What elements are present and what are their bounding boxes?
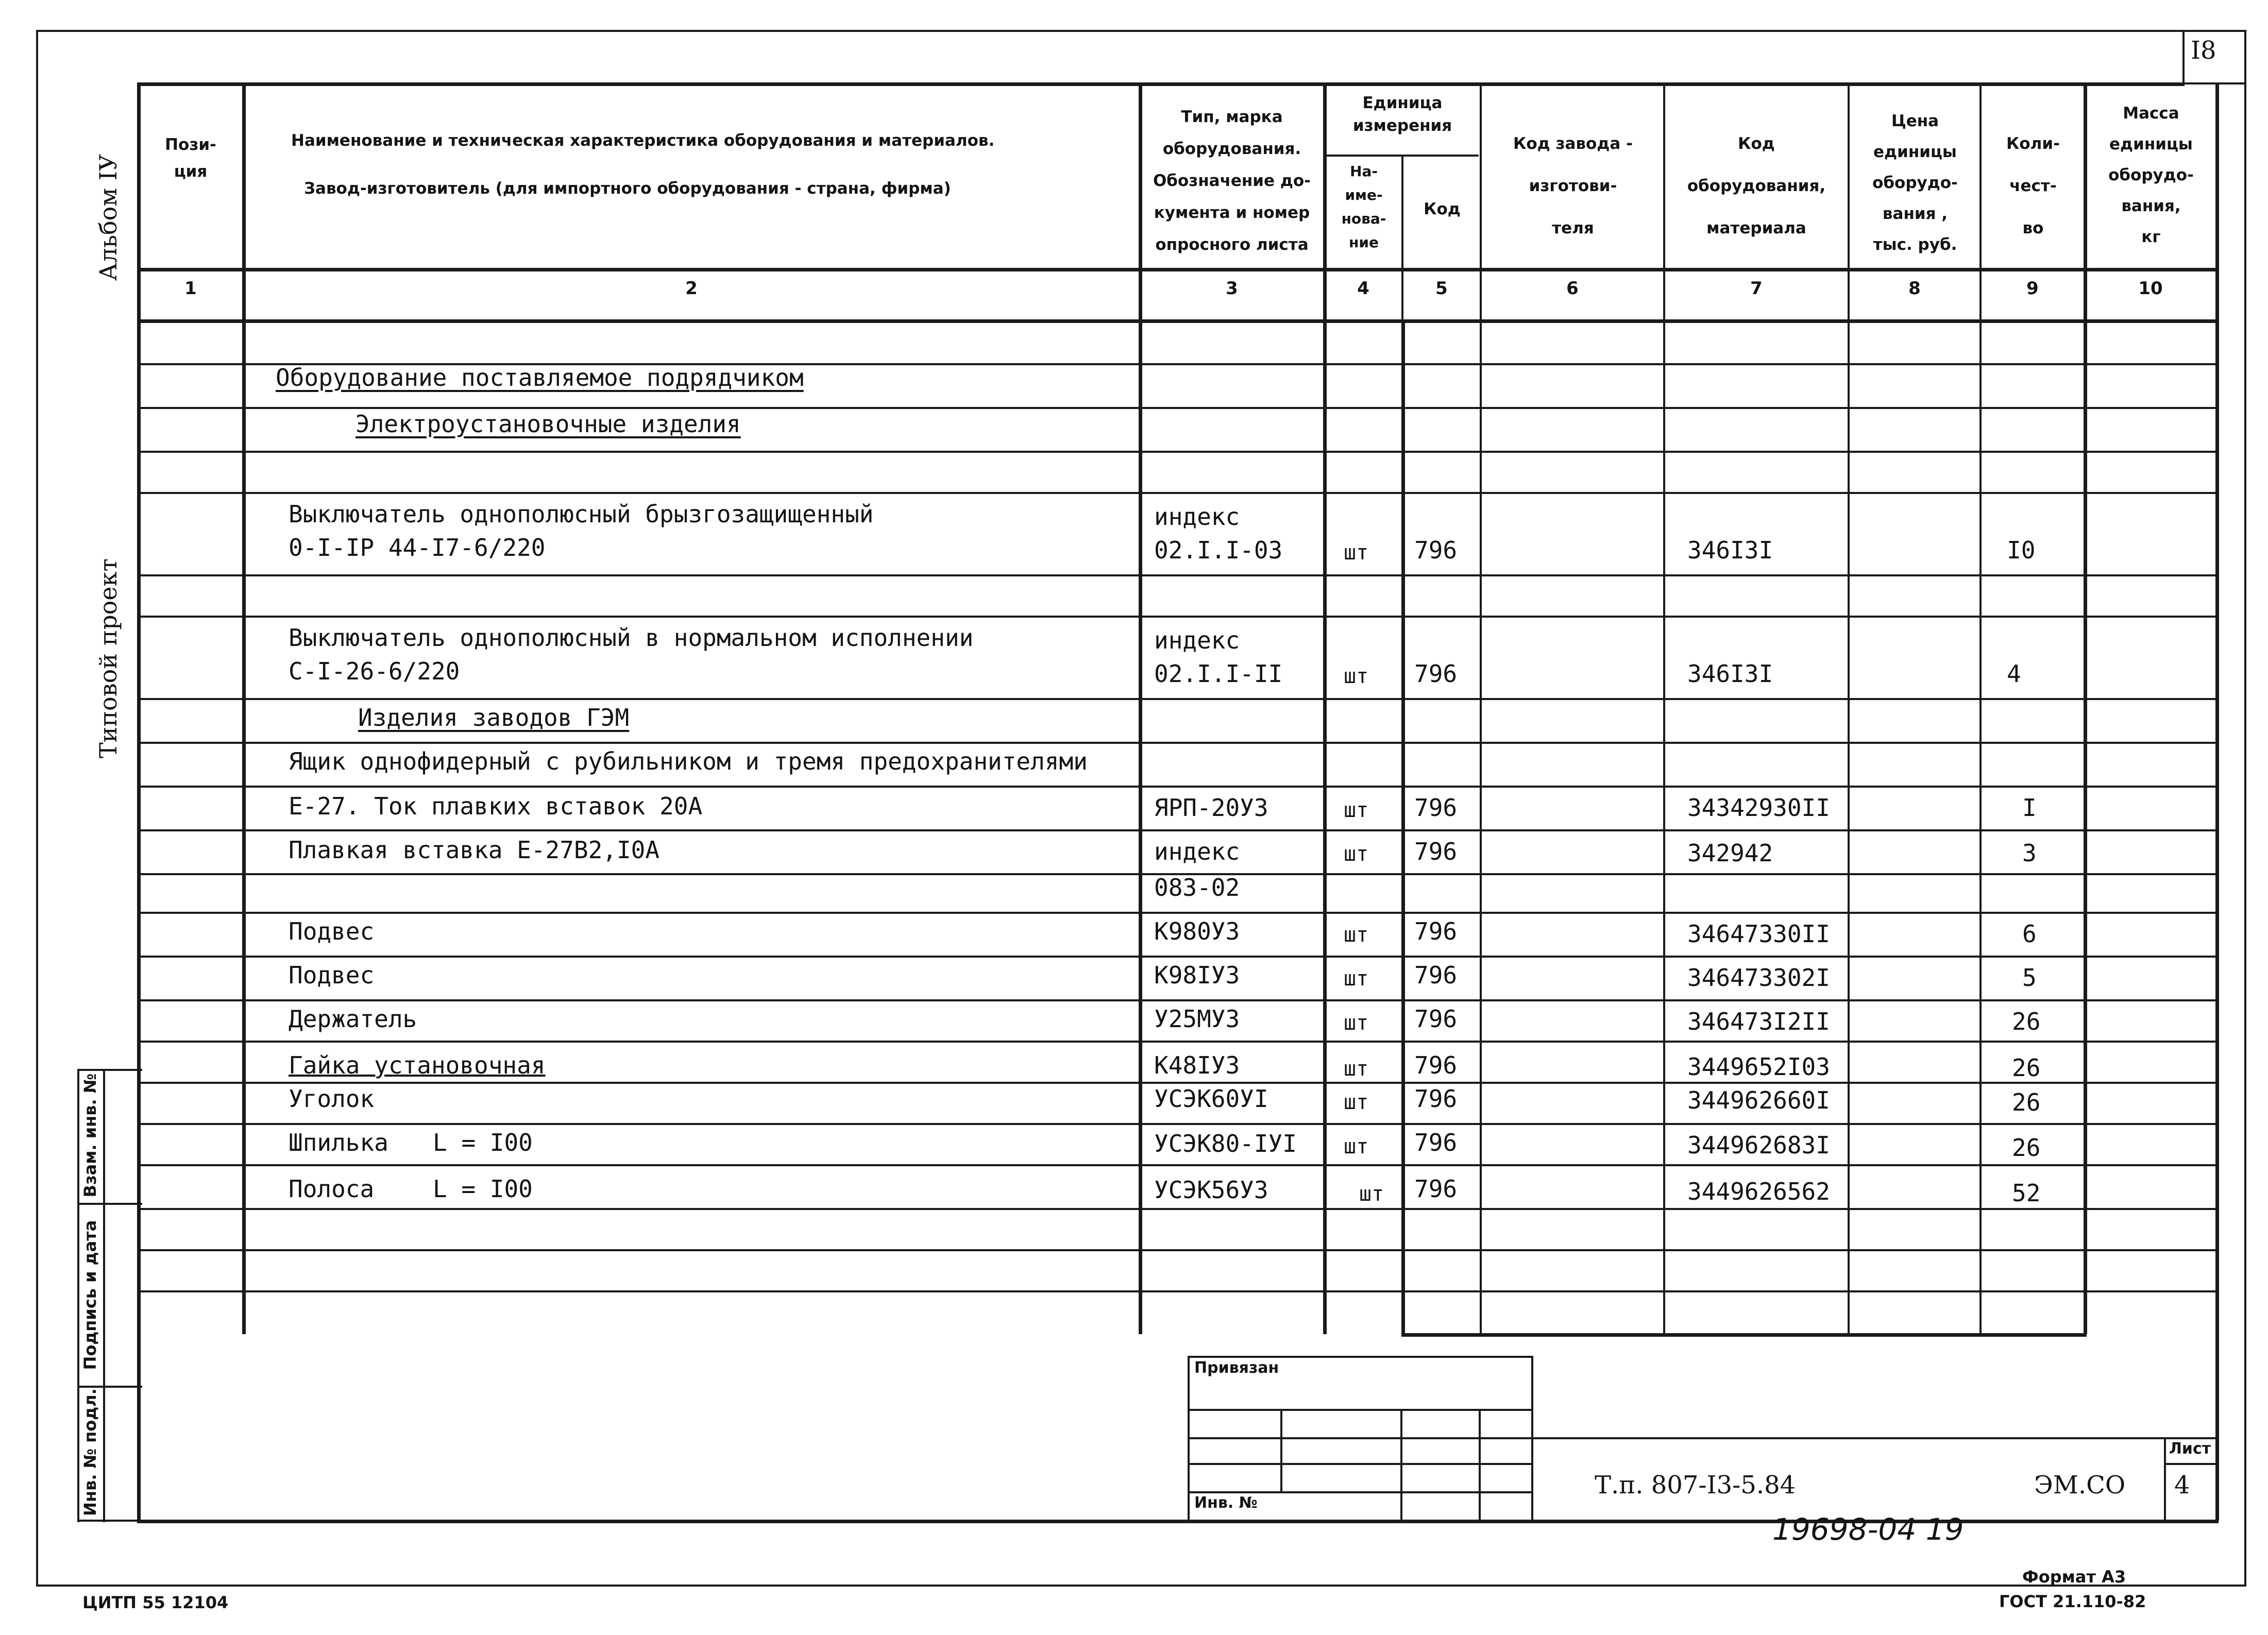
stamp-vline	[2164, 1437, 2166, 1521]
strip-bottom	[77, 1520, 142, 1522]
stamp-vline	[1479, 1409, 1481, 1521]
colnum-5: 5	[1435, 278, 1448, 299]
item-qty: 52	[2012, 1179, 2041, 1207]
row-line	[137, 786, 2219, 788]
item-unit-code: 796	[1414, 838, 1458, 865]
header-col1: Пози- ция	[165, 135, 216, 181]
stamp-vline	[1400, 1409, 1402, 1521]
item-type: индекс	[1154, 503, 1240, 531]
item-name: Выключатель однополюсный в нормальном исполнении	[289, 624, 974, 652]
section-title-main: Оборудование поставляемое подрядчиком	[276, 364, 804, 391]
section-title-sub1: Электроустановочные изделия	[356, 410, 741, 438]
header-col2-line1: Наименование и техническая характеристика оборудования и материалов.	[291, 131, 995, 150]
stamp-line	[1188, 1437, 1533, 1439]
item-qty: 3	[2022, 839, 2037, 867]
item-name: Выключатель однополюсный брызгозащищенный	[289, 500, 874, 528]
stamp-line	[2164, 1463, 2215, 1465]
strip-left	[77, 1069, 79, 1522]
frame-left	[36, 30, 38, 1586]
corner-box-bottom	[2182, 82, 2246, 84]
stamp-line	[1188, 1356, 1533, 1358]
item-unit-code: 796	[1414, 536, 1458, 564]
strip-mid	[103, 1069, 105, 1522]
row-line	[137, 616, 2219, 618]
item-unit: шт	[1344, 967, 1369, 991]
item-unit-code: 796	[1414, 961, 1458, 989]
stamp-line	[1188, 1491, 1533, 1493]
header-col2-line2: Завод-изготовитель (для импортного оборудования - страна, фирма)	[304, 179, 951, 198]
header-col3: Тип, марка оборудования. Обозначение до- кумента и номер опросного листа	[1153, 108, 1311, 254]
item-type: К98IУЗ	[1154, 961, 1240, 989]
list-label: Лист	[2169, 1440, 2211, 1458]
item-unit: шт	[1344, 923, 1369, 947]
item-qty: 4	[2007, 660, 2021, 688]
item-unit-code: 796	[1414, 1051, 1458, 1079]
item-unit: шт	[1344, 1011, 1369, 1035]
item-code: 346473302I	[1687, 964, 1830, 992]
colnum-8: 8	[1908, 278, 1921, 299]
doc-mark: ЭМ.СО	[2034, 1471, 2126, 1500]
stamp-vline	[1280, 1409, 1282, 1491]
item-type: 083-02	[1154, 874, 1240, 901]
item-unit: шт	[1344, 665, 1369, 688]
row-line	[137, 999, 2219, 1001]
header-col10: Масса единицы оборудо- вания, кг	[2108, 104, 2194, 246]
frame-right	[2244, 30, 2246, 1586]
item-unit: шт	[1344, 1135, 1369, 1159]
item-name: Уголок	[289, 1085, 375, 1113]
colnum-4: 4	[1357, 278, 1369, 299]
item-code: 344962683I	[1687, 1131, 1830, 1159]
col5-outline-left	[1401, 319, 1405, 1334]
row-line	[137, 698, 2219, 700]
item-length: L = I00	[433, 1129, 533, 1156]
row-line	[137, 492, 2219, 494]
item-code: 34342930II	[1687, 794, 1830, 822]
item-qty: 26	[2012, 1054, 2041, 1082]
item-unit: шт	[1359, 1182, 1384, 1206]
colnum-1: 1	[184, 278, 197, 299]
row-line	[137, 407, 2219, 409]
item-name: Держатель	[289, 1005, 417, 1033]
colnum-10: 10	[2138, 278, 2163, 299]
item-name: С-I-26-6/220	[289, 657, 460, 685]
item-unit-code: 796	[1414, 917, 1458, 945]
item-name: Плавкая вставка Е-27В2,I0А	[289, 836, 660, 864]
item-type: индекс	[1154, 626, 1240, 654]
col-line-2	[1139, 82, 1142, 1334]
stamp-line	[1531, 1437, 2216, 1439]
item-qty: 26	[2012, 1008, 2041, 1035]
col5-outline-bottom	[1401, 1333, 2087, 1337]
item-type: К48IУЗ	[1154, 1051, 1240, 1079]
item-unit-code: 796	[1414, 794, 1458, 822]
row-line	[137, 829, 2219, 831]
table-right	[2215, 82, 2219, 1521]
colnum-2: 2	[685, 278, 698, 299]
header-col9: Коли- чест- во	[2006, 134, 2060, 237]
printer-code: ЦИТП 55 12104	[82, 1593, 229, 1612]
header-col5: Код	[1424, 200, 1461, 218]
row-line	[137, 742, 2219, 744]
podpis-label: Подпись и дата	[80, 1220, 100, 1370]
album-label: Альбом IУ	[94, 154, 122, 281]
item-code: 346I3I	[1687, 660, 1773, 688]
item-code: 342942	[1687, 839, 1773, 867]
col-line-3	[1323, 82, 1327, 1334]
item-name: Гайка установочная	[289, 1051, 546, 1079]
item-code: 344962660I	[1687, 1086, 1830, 1114]
vzam-label: Взам. инв. №	[80, 1073, 100, 1198]
item-unit-code: 796	[1414, 1085, 1458, 1113]
header-col6: Код завода - изготови- теля	[1513, 134, 1633, 237]
header-col8: Цена единицы оборудо- вания , тыс. руб.	[1872, 112, 1958, 254]
item-unit: шт	[1344, 1091, 1369, 1114]
item-name: Шпилька	[289, 1129, 388, 1156]
stamp-vline	[1188, 1356, 1190, 1521]
row-line	[137, 956, 2219, 958]
row-line	[137, 1123, 2219, 1125]
item-type: У25МУЗ	[1154, 1005, 1240, 1033]
list-number: 4	[2174, 1471, 2190, 1500]
item-type: ЯРП-20УЗ	[1154, 794, 1268, 822]
col-line-9	[2084, 82, 2087, 1334]
header-col7: Код оборудования, материала	[1687, 134, 1826, 237]
project-label: Типовой проект	[94, 558, 122, 758]
item-name: Е-27. Ток плавких вставок 20А	[289, 792, 703, 820]
item-code: 3449626562	[1687, 1178, 1830, 1205]
row-line	[137, 574, 2219, 576]
colnum-9: 9	[2026, 278, 2039, 299]
row-line	[137, 1164, 2219, 1166]
item-type: УСЭК60УI	[1154, 1085, 1268, 1113]
header-col4: На- име- нова- ние	[1341, 163, 1386, 251]
col-line-7	[1848, 82, 1850, 1334]
handwritten-number: 19698-04 19	[1772, 1512, 1964, 1547]
stamp-line	[1188, 1463, 1533, 1465]
gost-label: ГОСТ 21.110-82	[1999, 1592, 2146, 1611]
item-unit: шт	[1344, 1057, 1369, 1081]
frame-bottom	[36, 1585, 2246, 1587]
row-line	[137, 1290, 2219, 1292]
item-name: 0-I-IP 44-I7-6/220	[289, 534, 546, 561]
item-qty: 26	[2012, 1134, 2041, 1162]
stamp-line	[1188, 1409, 1533, 1411]
col-line-1	[242, 82, 246, 1334]
item-name: Подвес	[289, 917, 375, 945]
colnum-6: 6	[1566, 278, 1579, 299]
row-line	[137, 1208, 2219, 1210]
item-type: К980УЗ	[1154, 917, 1240, 945]
row-line	[137, 1041, 2219, 1043]
item-type: УСЭК80-IУI	[1154, 1130, 1297, 1157]
frame-top	[36, 30, 2246, 32]
privyazan-label: Привязан	[1194, 1359, 1279, 1377]
item-qty: I0	[2007, 536, 2036, 564]
item-qty: 5	[2022, 964, 2037, 992]
sheet-corner-number: I8	[2191, 36, 2216, 65]
item-unit-code: 796	[1414, 1005, 1458, 1033]
item-unit: шт	[1344, 541, 1369, 565]
item-code: 3449652I03	[1687, 1053, 1830, 1081]
col-line-6	[1663, 82, 1665, 1334]
item-type: 02.I.I-03	[1154, 536, 1283, 564]
item-unit-code: 796	[1414, 1129, 1458, 1156]
item-unit-code: 796	[1414, 660, 1458, 688]
doc-code: Т.п. 807-I3-5.84	[1595, 1471, 1796, 1500]
item-code: 34647330II	[1687, 920, 1830, 948]
item-name: Полоса	[289, 1175, 375, 1203]
row-line	[137, 1082, 2219, 1084]
item-qty: 6	[2022, 920, 2037, 948]
item-qty: 26	[2012, 1088, 2041, 1116]
item-code: 346I3I	[1687, 536, 1773, 564]
item-length: L = I00	[433, 1175, 533, 1203]
strip-div1	[77, 1203, 142, 1205]
item-code: 346473I2II	[1687, 1008, 1830, 1035]
item-qty: I	[2022, 794, 2037, 822]
colnum-7: 7	[1750, 278, 1763, 299]
row-line	[137, 1249, 2219, 1251]
item-name: Подвес	[289, 961, 375, 989]
corner-box-left	[2182, 30, 2185, 83]
item-unit-code: 796	[1414, 1175, 1458, 1203]
header-unit-group: Единица измерения	[1352, 94, 1452, 135]
section-title-sub2: Изделия заводов ГЭМ	[358, 704, 630, 731]
inv-no-label: Инв. №	[1194, 1494, 1258, 1512]
item-type: УСЭК56УЗ	[1154, 1176, 1268, 1204]
item-name: Ящик однофидерный с рубильником и тремя предохранителями	[289, 747, 1088, 775]
col-line-5	[1480, 82, 1482, 1334]
inv-podl-label: Инв. № подл.	[80, 1388, 100, 1516]
format-label: Формат А3	[2022, 1567, 2126, 1587]
colnum-3: 3	[1226, 278, 1238, 299]
header-bottom	[137, 268, 2219, 271]
col-line-8	[1979, 82, 1982, 1334]
row-line	[137, 912, 2219, 914]
item-type: 02.I.I-II	[1154, 660, 1283, 688]
item-unit: шт	[1344, 842, 1369, 866]
item-unit: шт	[1344, 798, 1369, 822]
row-line	[137, 451, 2219, 453]
table-top	[137, 82, 2185, 86]
colnum-bottom	[137, 319, 2219, 323]
item-type: индекс	[1154, 838, 1240, 865]
